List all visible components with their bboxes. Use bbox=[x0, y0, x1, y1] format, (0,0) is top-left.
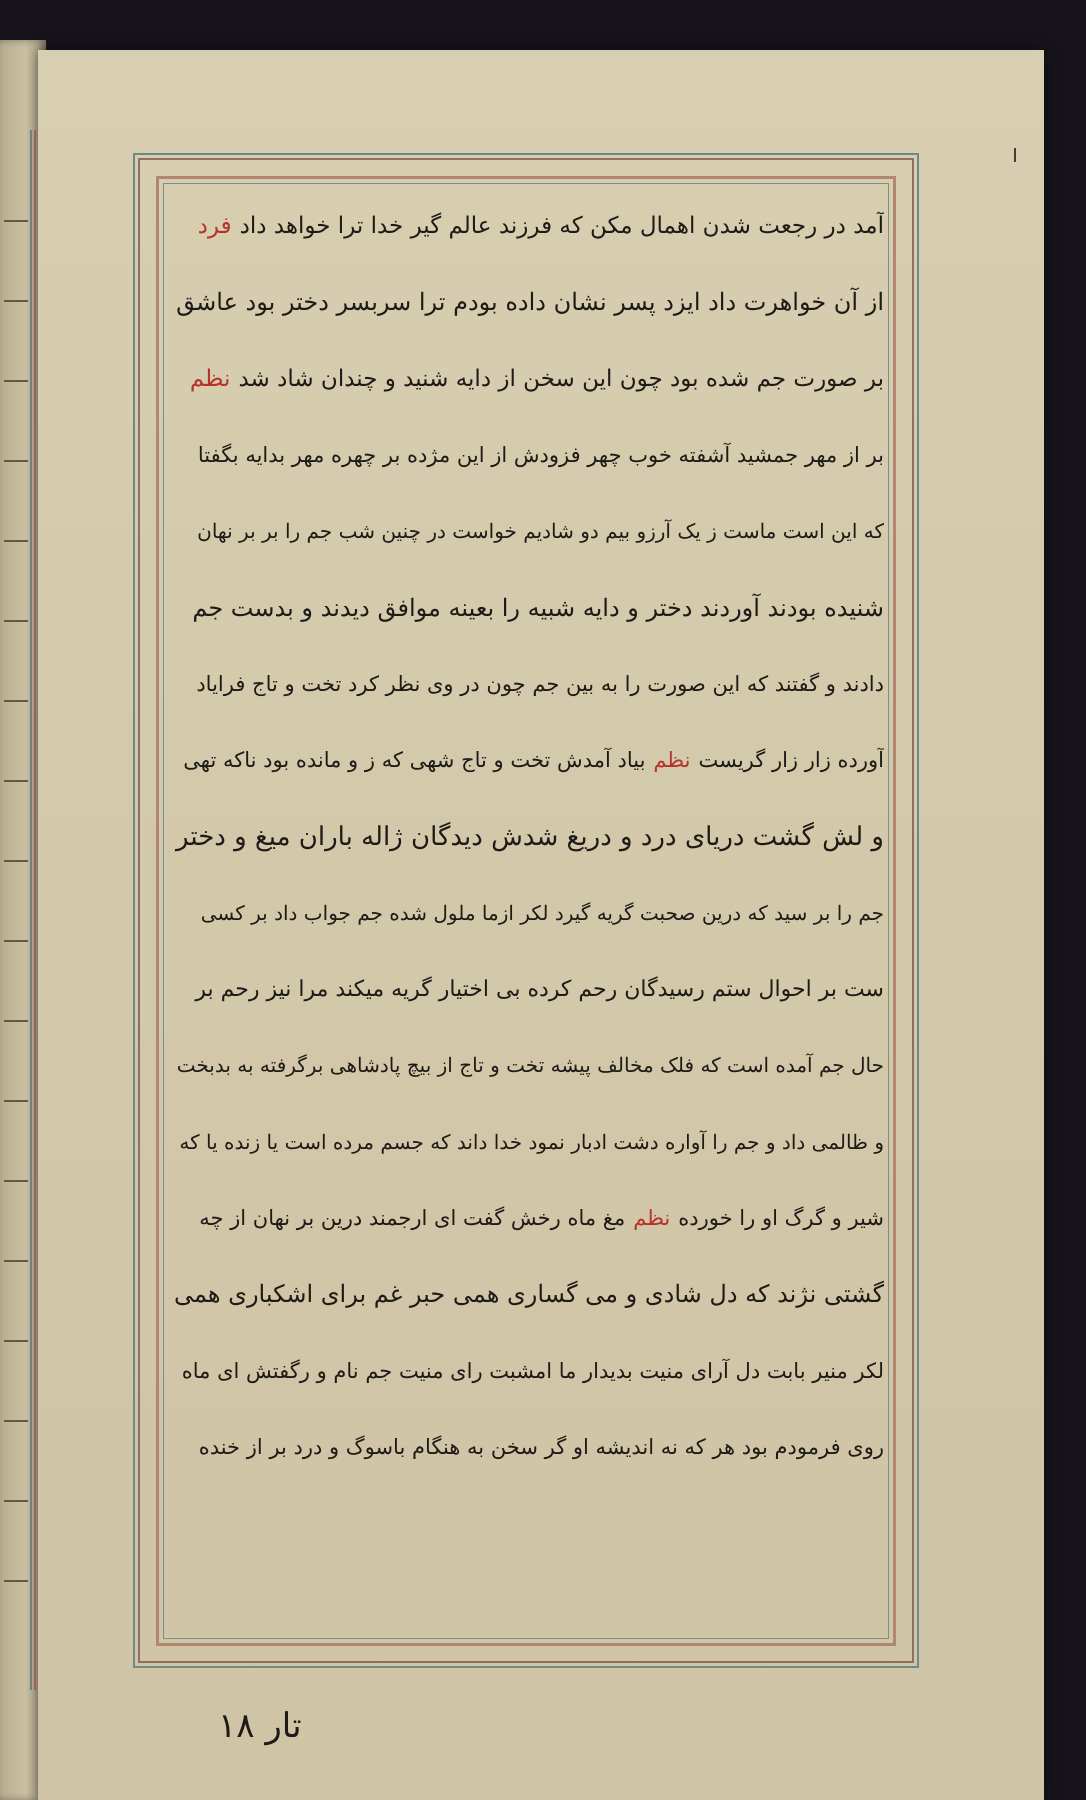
facing-page-script bbox=[4, 300, 28, 302]
text-line bbox=[168, 188, 884, 264]
text-line bbox=[168, 798, 884, 874]
facing-page-script bbox=[4, 1260, 28, 1262]
text-line-body: که این است ماست ز یک آرزو بیم دو شادیم خواست در چنین شب جم را بر بر نهان bbox=[197, 519, 884, 544]
text-line-body: شنیده بودند آوردند دختر و دایه شبیه را بعینه موافق دیدند و بدست جم bbox=[192, 593, 884, 622]
text-line bbox=[168, 951, 884, 1027]
rubric-marker: فرد bbox=[197, 213, 232, 240]
text-line bbox=[168, 1180, 884, 1256]
text-line bbox=[168, 1027, 884, 1103]
facing-page-script bbox=[4, 1180, 28, 1182]
text-line bbox=[168, 341, 884, 417]
facing-page-script bbox=[4, 940, 28, 942]
facing-page-script bbox=[4, 380, 28, 382]
facing-page-script bbox=[4, 1420, 28, 1422]
facing-page-script bbox=[4, 1100, 28, 1102]
text-line bbox=[168, 722, 884, 798]
text-line bbox=[168, 569, 884, 645]
text-line bbox=[168, 417, 884, 493]
text-block bbox=[168, 188, 884, 1638]
text-line bbox=[168, 646, 884, 722]
facing-page-script bbox=[4, 780, 28, 782]
facing-page-script bbox=[4, 460, 28, 462]
text-line-body: و لش گشت دریای درد و دریغ شدش دیدگان ژاله باران میغ و دختر bbox=[176, 821, 884, 852]
text-line-body: بر از مهر جمشید آشفته خوب چهر فزودش از این مژده بر چهره مهر بدایه بگفتا bbox=[197, 443, 884, 468]
text-line-body: لکر منیر بابت دل آرای منیت بدیدار ما امشبت رای منیت جم نام و رگفتش ای ماه bbox=[181, 1358, 884, 1383]
text-line bbox=[168, 875, 884, 951]
text-line-body: بر صورت جم شده بود چون این سخن از دایه شنید و چندان شاد شد bbox=[238, 365, 884, 392]
text-line bbox=[168, 1332, 884, 1408]
facing-page-script bbox=[4, 1340, 28, 1342]
text-line-body: و ظالمی داد و جم را آواره دشت ادبار نمود خدا داند که جسم مرده است یا زنده یا که bbox=[179, 1129, 884, 1154]
catchword: تار ۱۸ bbox=[218, 1706, 302, 1746]
facing-page-script bbox=[4, 860, 28, 862]
text-line bbox=[168, 1104, 884, 1180]
manuscript-folio bbox=[38, 50, 1044, 1800]
facing-page-rule-red bbox=[34, 130, 36, 1690]
facing-page-script bbox=[4, 220, 28, 222]
text-line bbox=[168, 264, 884, 340]
text-line-body: آمد در رجعت شدن اهمال مکن که فرزند عالم گیر خدا ترا خواهد داد bbox=[239, 213, 884, 240]
text-line-body: از آن خواهرت داد ایزد پسر نشان داده بودم ترا سربسر دختر بود عاشق bbox=[176, 288, 884, 317]
text-line-continuation: بیاد آمدش تخت و تاج شهی که ز و مانده بود ناکه تهی bbox=[183, 748, 646, 773]
facing-page-script bbox=[4, 620, 28, 622]
text-line-body: دادند و گفتند که این صورت را به بین جم چون در وی نظر کرد تخت و تاج فرایاد bbox=[196, 671, 884, 696]
text-line bbox=[168, 1409, 884, 1485]
text-line-body: روی فرمودم بود هر که نه اندیشه او گر سخن به هنگام باسوگ و درد بر از خنده bbox=[198, 1434, 884, 1459]
facing-page-script bbox=[4, 1020, 28, 1022]
text-line-body: حال جم آمده است که فلک مخالف پیشه تخت و تاج از بیچ پادشاهی برگرفته به بدبخت bbox=[176, 1053, 884, 1078]
rubric-marker: نظم bbox=[189, 365, 231, 392]
text-line-body: شیر و گرگ او را خورده bbox=[678, 1206, 884, 1230]
facing-page-rule-green bbox=[30, 130, 32, 1690]
text-line-body: جم را بر سید که درین صحبت گریه گیرد لکر ازما ملول شده جم جواب داد بر کسی bbox=[200, 900, 884, 925]
text-line-body: آورده زار زار گریست bbox=[698, 748, 884, 773]
margin-ink-mark bbox=[1014, 148, 1016, 162]
text-line bbox=[168, 493, 884, 569]
facing-page-script bbox=[4, 540, 28, 542]
text-line bbox=[168, 1256, 884, 1332]
facing-page-script bbox=[4, 1500, 28, 1502]
text-line-body: ست بر احوال ستم رسیدگان رحم کرده بی اختیار گریه میکند مرا نیز رحم بر bbox=[195, 976, 884, 1002]
rubric-marker: نظم bbox=[633, 1206, 671, 1230]
facing-page-script bbox=[4, 1580, 28, 1582]
text-line-body: گشتی نژند که دل شادی و می گساری همی حبر غم برای اشکباری همی bbox=[174, 1280, 884, 1309]
rubric-marker: نظم bbox=[653, 748, 691, 773]
text-line-continuation: مغ ماه رخش گفت ای ارجمند درین بر نهان از چه bbox=[199, 1206, 626, 1230]
facing-page-script bbox=[4, 700, 28, 702]
